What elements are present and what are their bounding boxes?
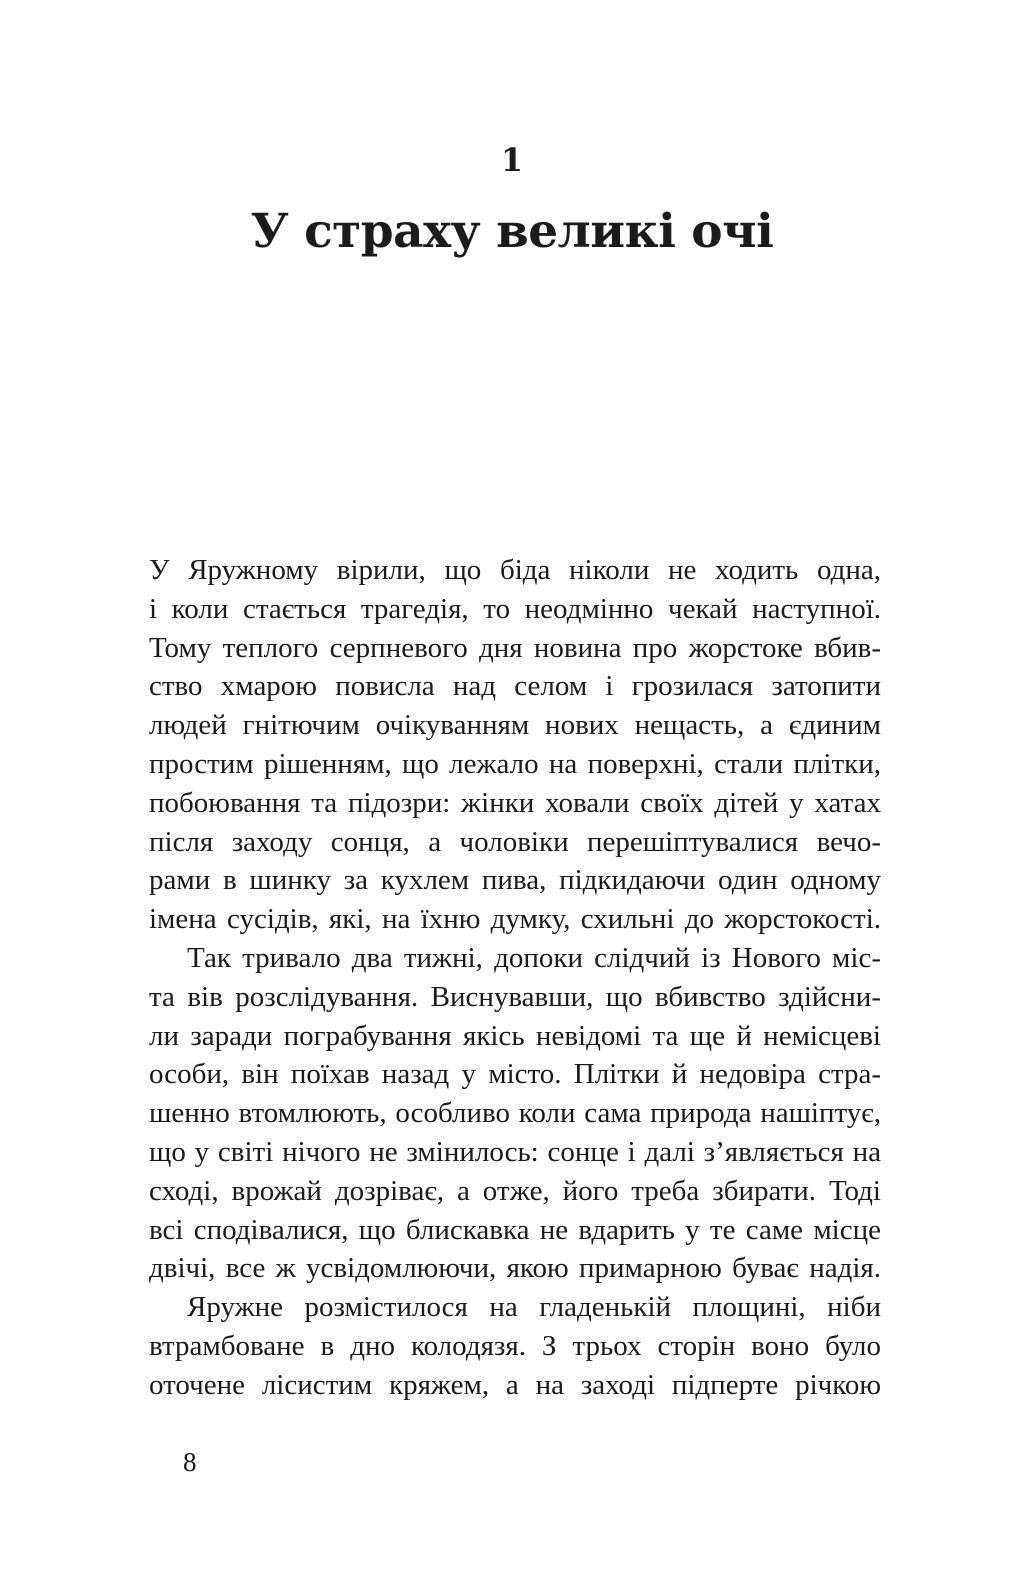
text-line: що у світі нічого не змінилось: сонце і далі з’являється на xyxy=(149,1135,881,1168)
text-line: Так тривало два тижні, допоки слідчий із Нового міс- xyxy=(187,941,881,974)
text-line: двічі, все ж усвідомлюючи, якою примарною буває надія. xyxy=(149,1252,881,1285)
body-text xyxy=(149,551,881,1405)
text-line: ли заради пограбування якісь невідомі та ще й немісцеві xyxy=(149,1019,881,1052)
text-line: особи, він поїхав назад у місто. Плітки й недовіра стра- xyxy=(149,1058,881,1091)
text-line: сході, врожай дозріває, а отже, його треба збирати. Тоді xyxy=(149,1174,881,1207)
text-line: простим рішенням, що лежало на поверхні, стали плітки, xyxy=(149,747,881,780)
chapter-number: 1 xyxy=(500,141,524,179)
text-line: шенно втомлюють, особливо коли сама природа нашіптує, xyxy=(149,1097,881,1130)
page-number: 8 xyxy=(183,1447,197,1477)
text-line: всі сподівалися, що блискавка не вдарить у те саме місце xyxy=(149,1213,881,1246)
text-line: У Яружному вірили, що біда ніколи не ходить одна, xyxy=(149,554,881,586)
text-line: Яружне розмістилося на гладенькій площині, ніби xyxy=(187,1291,881,1324)
text-line: та вів розслідування. Виснувавши, що вбивство здійсни- xyxy=(149,980,881,1013)
text-line: оточене лісистим кряжем, а на заході підперте річкою xyxy=(149,1368,881,1401)
text-line: ство хмарою повисла над селом і грозилася затопити xyxy=(149,670,881,703)
text-line: рами в шинку за кухлем пива, підкидаючи один одному xyxy=(149,864,881,897)
text-line: після заходу сонця, а чоловіки перешіптувалися вечо- xyxy=(149,825,881,858)
text-line: побоювання та підозри: жінки ховали своїх дітей у хатах xyxy=(149,786,881,819)
text-line: і коли стається трагедія, то неодмінно чекай наступної. xyxy=(149,592,881,625)
paragraph-1 xyxy=(149,551,881,939)
paragraph-3 xyxy=(149,1288,881,1404)
text-line: людей гнітючим очікуванням нових нещасть, а єдиним xyxy=(149,709,881,742)
text-line: Тому теплого серпневого дня новина про жорстоке вбив- xyxy=(149,631,881,664)
text-line: імена сусідів, які, на їхню думку, схильні до жорстокості. xyxy=(149,903,881,936)
chapter-title: У страху великі очі xyxy=(250,204,774,259)
paragraph-2 xyxy=(149,939,881,1288)
text-line: втрамбоване в дно колодязя. З трьох сторін воно було xyxy=(149,1329,881,1362)
